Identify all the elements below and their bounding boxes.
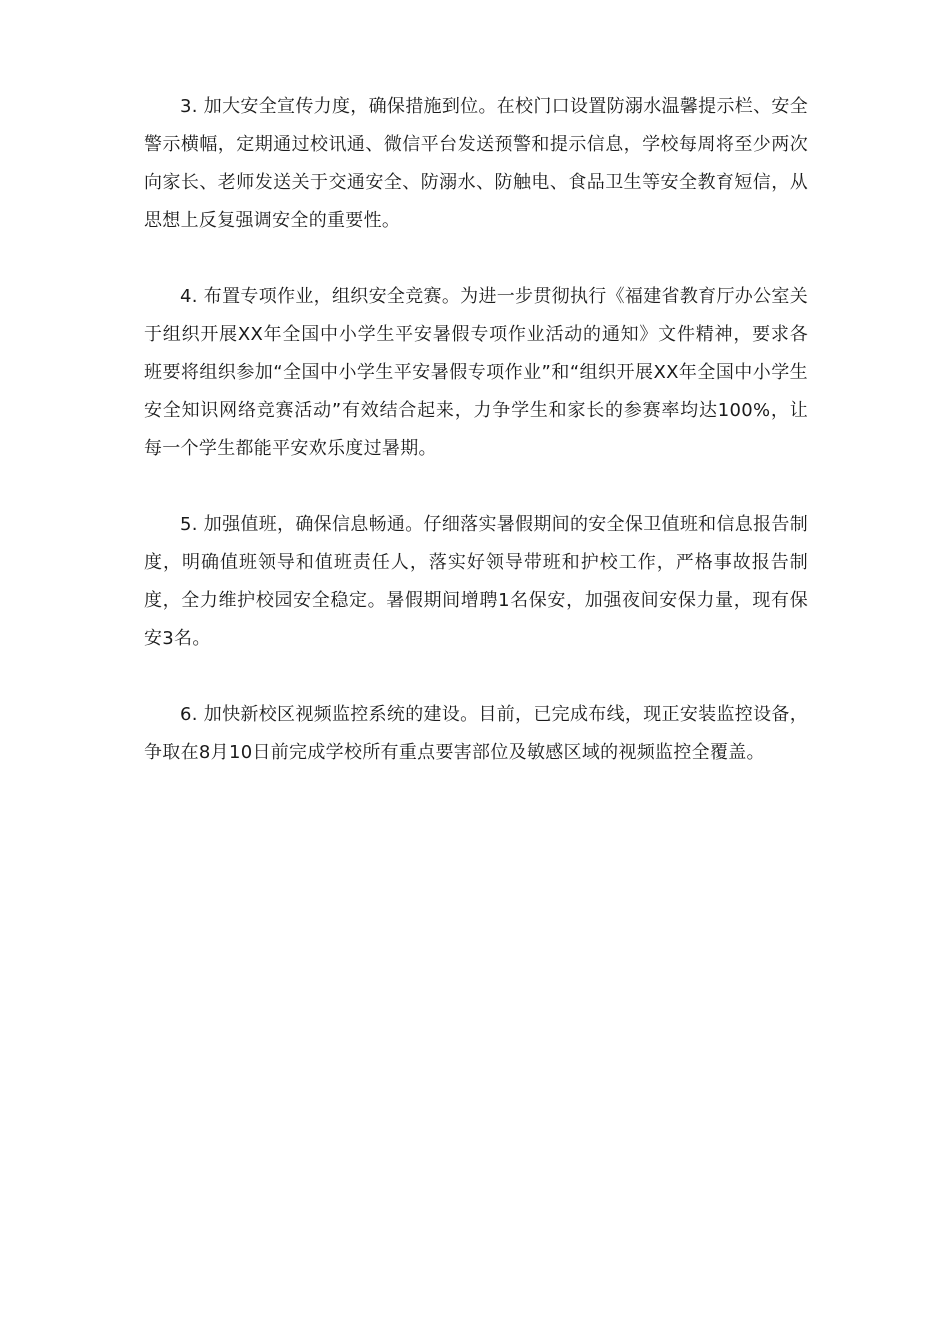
- paragraph-item-5: 5. 加强值班，确保信息畅通。仔细落实暑假期间的安全保卫值班和信息报告制度，明确值班领导和值班责任人，落实好领导带班和护校工作，严格事故报告制度，全力维护校园安全稳定。暑假期间增聘1名保安，加强夜间安保力量，现有保安3名。: [144, 514, 808, 649]
- paragraph-item-6: 6. 加快新校区视频监控系统的建设。目前，已完成布线，现正安装监控设备，争取在8月10日前完成学校所有重点要害部位及敏感区域的视频监控全覆盖。: [144, 704, 808, 763]
- document-body: [144, 88, 808, 810]
- paragraph-item-3: 3. 加大安全宣传力度，确保措施到位。在校门口设置防溺水温馨提示栏、安全警示横幅，定期通过校讯通、微信平台发送预警和提示信息，学校每周将至少两次向家长、老师发送关于交通安全、防溺水、防触电、食品卫生等安全教育短信，从思想上反复强调安全的重要性。: [144, 96, 808, 231]
- paragraph-item-4: 4. 布置专项作业，组织安全竞赛。为进一步贯彻执行《福建省教育厅办公室关于组织开展XX年全国中小学生平安暑假专项作业活动的通知》文件精神，要求各班要将组织参加“全国中小学生平安暑假专项作业”和“组织开展XX年全国中小学生安全知识网络竞赛活动”有效结合起来，力争学生和家长的参赛率均达100%，让每一个学生都能平安欢乐度过暑期。: [144, 286, 808, 459]
